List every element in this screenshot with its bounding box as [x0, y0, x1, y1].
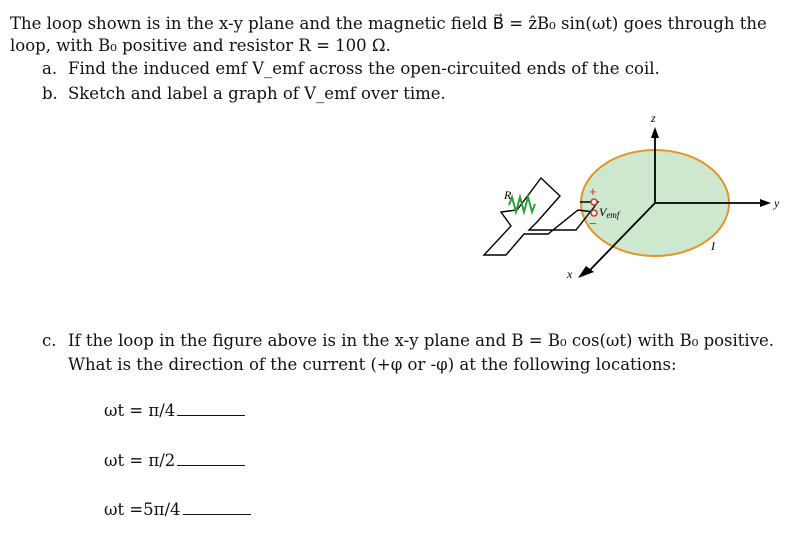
answer-label-3: ωt =5π/4 — [104, 500, 181, 519]
answer-row-3 — [104, 499, 251, 521]
x-label: x — [567, 267, 573, 281]
minus-sign: − — [589, 216, 597, 231]
vemf-label-sub: emf — [606, 210, 620, 220]
problem-line-1: The loop shown is in the x-y plane and the magnetic field B⃗ = ẑB₀ sin(ωt) goes through the — [10, 14, 767, 33]
part-b-marker: b. — [42, 84, 58, 103]
z-label: z — [651, 111, 656, 125]
answer-label-1: ωt = π/4 — [104, 401, 176, 420]
answer-row-2 — [104, 450, 245, 472]
answer-row-1 — [104, 400, 245, 422]
part-a-text: Find the induced emf V_emf across the open-circuited ends of the coil. — [68, 59, 660, 78]
answer-blank-3[interactable] — [183, 513, 251, 515]
current-label: I — [711, 239, 715, 253]
terminal-positive — [591, 199, 597, 205]
resistor-label: R — [504, 188, 512, 202]
vemf-label-v: V — [599, 205, 607, 219]
answer-blank-1[interactable] — [177, 414, 245, 416]
answer-label-2: ωt = π/2 — [104, 451, 176, 470]
problem-line-2: loop, with B₀ positive and resistor R = 100 Ω. — [10, 36, 391, 55]
resistor — [509, 197, 535, 212]
part-c-line-1 — [42, 330, 774, 352]
y-label: y — [774, 196, 780, 210]
part-a-marker: a. — [42, 59, 58, 78]
part-c-marker: c. — [42, 331, 57, 350]
z-axis-arrowhead — [651, 127, 659, 138]
part-c-line-2: What is the direction of the current (+φ or -φ) at the following locations: — [68, 355, 677, 374]
answer-blank-2[interactable] — [177, 464, 245, 466]
part-b-text: Sketch and label a graph of V_emf over time. — [68, 84, 446, 103]
wire-circuit — [484, 178, 598, 255]
y-axis-arrowhead — [760, 199, 771, 207]
plus-sign: + — [589, 184, 597, 199]
part-c-text-1: If the loop in the figure above is in the x-y plane and B = B₀ cos(ωt) with B₀ positive. — [68, 331, 775, 350]
